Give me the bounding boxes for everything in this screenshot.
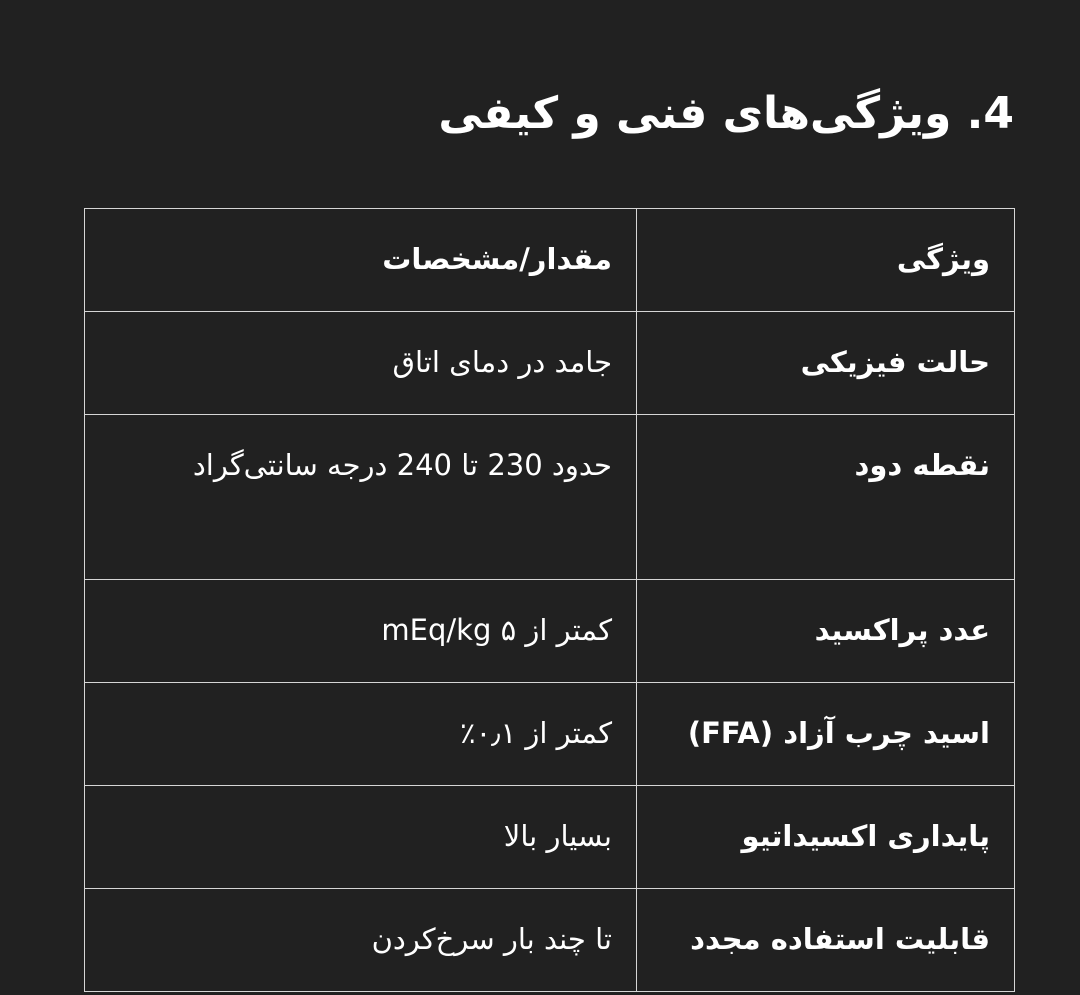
- header-property-cell: ویژگی: [637, 209, 1015, 312]
- property-cell: عدد پراکسید: [637, 580, 1015, 683]
- value-cell: کمتر از ۵ mEq/kg: [85, 580, 637, 683]
- value-cell: حدود 230 تا 240 درجه سانتی‌گراد: [85, 415, 637, 580]
- table-header-row: [85, 209, 1015, 312]
- property-cell: اسید چرب آزاد (FFA): [637, 683, 1015, 786]
- table-row: [85, 683, 1015, 786]
- section-heading: 4. ویژگی‌های فنی و کیفی: [438, 88, 1014, 139]
- specifications-table: [84, 208, 1015, 992]
- value-cell: جامد در دمای اتاق: [85, 312, 637, 415]
- property-cell: قابلیت استفاده مجدد: [637, 889, 1015, 992]
- value-cell: تا چند بار سرخ‌کردن: [85, 889, 637, 992]
- table-row: [85, 786, 1015, 889]
- table-row: [85, 580, 1015, 683]
- property-cell: نقطه دود: [637, 415, 1015, 580]
- property-cell: حالت فیزیکی: [637, 312, 1015, 415]
- property-cell: پایداری اکسیداتیو: [637, 786, 1015, 889]
- table-row: [85, 415, 1015, 580]
- table-row: [85, 312, 1015, 415]
- header-value-cell: مقدار/مشخصات: [85, 209, 637, 312]
- table-row: [85, 889, 1015, 992]
- value-cell: کمتر از ۰٫۱٪: [85, 683, 637, 786]
- value-cell: بسیار بالا: [85, 786, 637, 889]
